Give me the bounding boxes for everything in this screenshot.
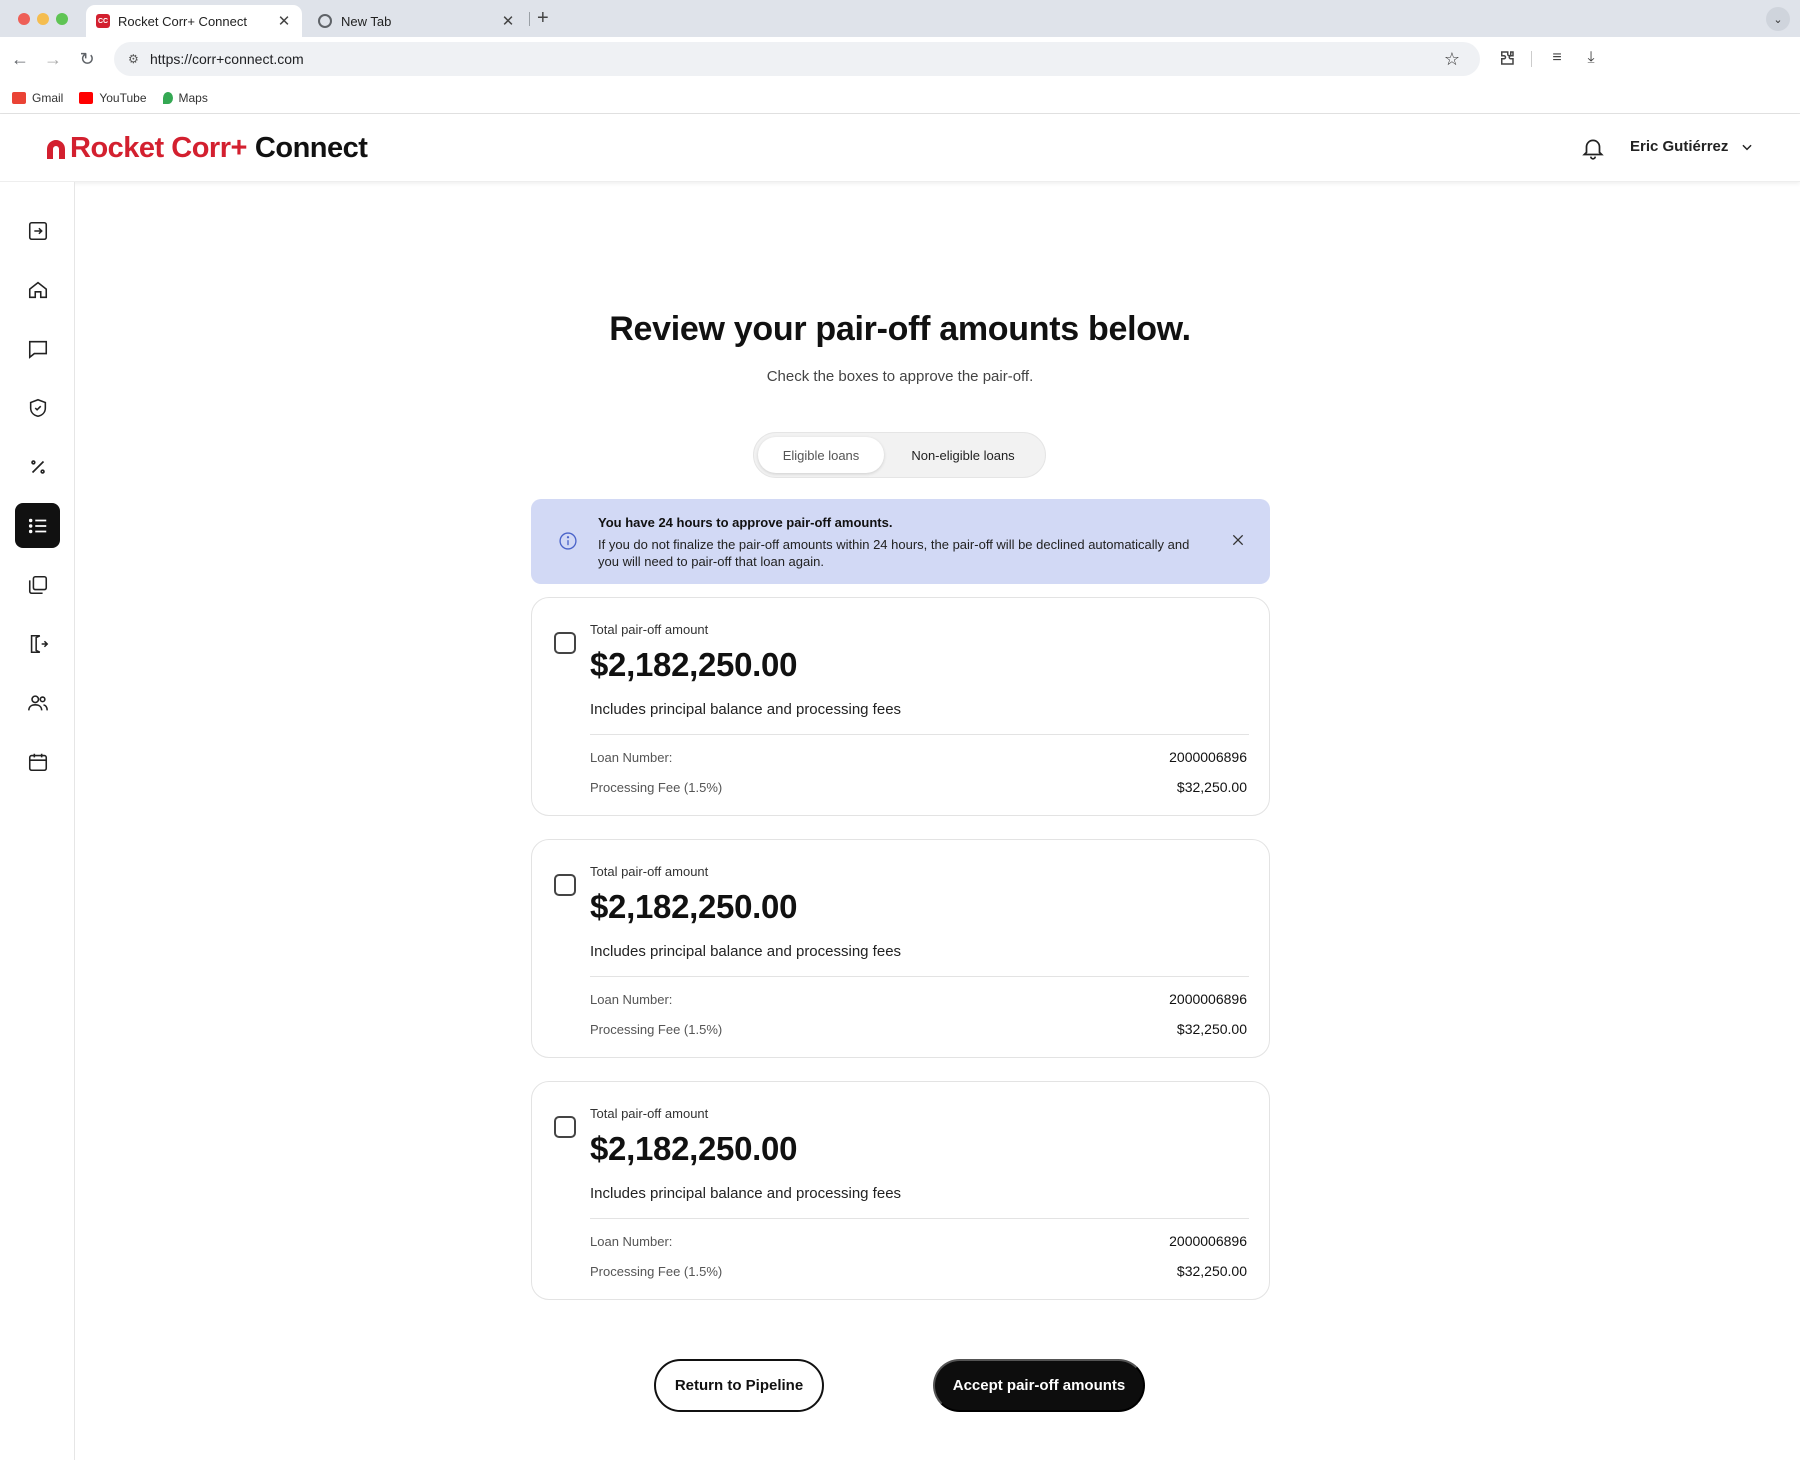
close-tab-icon[interactable]: ✕ bbox=[277, 13, 291, 30]
card-description: Includes principal balance and processing fees bbox=[590, 701, 902, 718]
info-banner bbox=[531, 499, 1270, 584]
bookmark-label: YouTube bbox=[99, 90, 147, 105]
page-subtitle: Check the boxes to approve the pair-off. bbox=[766, 368, 1034, 385]
close-tab-icon[interactable]: ✕ bbox=[501, 13, 515, 30]
logo-text-brand: Rocket Corr+ bbox=[70, 132, 247, 164]
processing-fee-value: $32,250.00 bbox=[1176, 1021, 1247, 1037]
divider bbox=[590, 734, 1249, 735]
banner-title: You have 24 hours to approve pair-off amounts. bbox=[598, 515, 893, 530]
return-to-pipeline-button[interactable]: Return to Pipeline bbox=[654, 1359, 824, 1412]
sidebar-item-rates[interactable] bbox=[15, 444, 60, 489]
card-label: Total pair-off amount bbox=[590, 622, 709, 637]
reload-icon[interactable]: ↻ bbox=[79, 48, 95, 69]
users-icon bbox=[27, 692, 49, 714]
message-icon bbox=[27, 338, 49, 360]
approve-checkbox[interactable] bbox=[554, 632, 576, 654]
youtube-icon bbox=[79, 92, 93, 104]
processing-fee-label: Processing Fee (1.5%) bbox=[590, 780, 723, 795]
address-bar[interactable] bbox=[114, 42, 1480, 76]
pair-off-card bbox=[531, 839, 1270, 1058]
loan-number-label: Loan Number: bbox=[590, 992, 673, 1007]
tab-eligible-loans[interactable]: Eligible loans bbox=[758, 437, 884, 473]
approve-checkbox[interactable] bbox=[554, 874, 576, 896]
extensions-icon[interactable] bbox=[1494, 45, 1520, 71]
banner-text: If you do not finalize the pair-off amounts within 24 hours, the pair-off will be declined automatically and you will need to pair-off that loan again. bbox=[598, 537, 1190, 569]
close-window-button[interactable] bbox=[18, 13, 30, 25]
divider bbox=[590, 976, 1249, 977]
bookmarks-bar bbox=[0, 82, 1800, 114]
sidebar-item-expand[interactable] bbox=[15, 208, 60, 253]
new-tab-button[interactable]: + bbox=[537, 7, 549, 29]
forward-icon[interactable]: → bbox=[44, 48, 62, 69]
tab-separator bbox=[529, 12, 530, 26]
tab-title: Rocket Corr+ Connect bbox=[118, 13, 247, 29]
processing-fee-label: Processing Fee (1.5%) bbox=[590, 1022, 723, 1037]
pair-off-amount: $2,182,250.00 bbox=[590, 888, 798, 925]
pair-off-card bbox=[531, 1081, 1270, 1300]
logo-text-product: Connect bbox=[254, 132, 368, 164]
tab-search-button[interactable]: ⌄ bbox=[1766, 7, 1790, 31]
bookmark-youtube[interactable] bbox=[79, 91, 146, 105]
bookmark-label: Maps bbox=[178, 90, 208, 105]
maximize-window-button[interactable] bbox=[56, 13, 68, 25]
loan-number-label: Loan Number: bbox=[590, 1234, 673, 1249]
logo[interactable] bbox=[44, 132, 367, 165]
app-header bbox=[0, 114, 1800, 182]
sidebar-item-pipeline[interactable] bbox=[15, 503, 60, 548]
home-icon bbox=[27, 279, 49, 301]
browser-tab-active[interactable] bbox=[86, 5, 302, 37]
sidebar-item-users[interactable] bbox=[15, 680, 60, 725]
processing-fee-label: Processing Fee (1.5%) bbox=[590, 1264, 723, 1279]
chrome-icon bbox=[318, 14, 332, 28]
loan-number-label: Loan Number: bbox=[590, 750, 673, 765]
bookmark-gmail[interactable] bbox=[12, 91, 63, 105]
processing-fee-value: $32,250.00 bbox=[1176, 779, 1247, 795]
site-settings-icon[interactable]: ⚙ bbox=[128, 52, 139, 66]
sidebar-item-home[interactable] bbox=[15, 267, 60, 312]
close-icon[interactable] bbox=[1230, 532, 1246, 548]
pair-off-amount: $2,182,250.00 bbox=[590, 1130, 798, 1167]
site-favicon-icon: CC bbox=[96, 14, 110, 28]
browser-toolbar bbox=[0, 37, 1800, 82]
loan-number-value: 2000006896 bbox=[1169, 749, 1247, 765]
gmail-icon bbox=[12, 92, 26, 104]
approve-checkbox[interactable] bbox=[554, 1116, 576, 1138]
media-control-icon[interactable]: ≡ bbox=[1552, 49, 1562, 66]
bell-icon[interactable] bbox=[1580, 134, 1606, 162]
chevron-down-icon bbox=[1740, 140, 1754, 154]
sidebar-item-exit[interactable] bbox=[15, 621, 60, 666]
sidebar-item-documents[interactable] bbox=[15, 562, 60, 607]
user-menu[interactable] bbox=[1630, 138, 1754, 155]
loan-number-value: 2000006896 bbox=[1169, 991, 1247, 1007]
card-description: Includes principal balance and processing fees bbox=[590, 1185, 902, 1202]
list-icon bbox=[27, 515, 49, 537]
toolbar-divider bbox=[1531, 51, 1532, 67]
documents-icon bbox=[27, 574, 49, 596]
back-icon[interactable]: ← bbox=[11, 48, 29, 69]
browser-tab-strip bbox=[0, 0, 1800, 37]
browser-tab-new[interactable] bbox=[308, 5, 526, 37]
sidebar-item-security[interactable] bbox=[15, 385, 60, 430]
card-label: Total pair-off amount bbox=[590, 864, 709, 879]
downloads-icon[interactable]: ⤓ bbox=[1587, 49, 1595, 66]
loan-eligibility-toggle bbox=[753, 432, 1046, 478]
bookmark-star-icon[interactable]: ☆ bbox=[1443, 49, 1460, 69]
pair-off-card bbox=[531, 597, 1270, 816]
page-title: Review your pair-off amounts below. bbox=[609, 310, 1191, 348]
tab-title: New Tab bbox=[341, 13, 392, 29]
rocket-logo-icon bbox=[44, 137, 68, 161]
maps-pin-icon bbox=[163, 92, 173, 104]
card-label: Total pair-off amount bbox=[590, 1106, 709, 1121]
expand-sidebar-icon bbox=[27, 220, 49, 242]
exit-door-icon bbox=[27, 633, 49, 655]
sidebar bbox=[0, 182, 75, 1460]
percent-icon bbox=[27, 456, 49, 478]
card-description: Includes principal balance and processing fees bbox=[590, 943, 902, 960]
url-text[interactable]: https://corr+connect.com bbox=[150, 51, 304, 67]
main-content bbox=[75, 182, 1800, 1460]
minimize-window-button[interactable] bbox=[37, 13, 49, 25]
loan-number-value: 2000006896 bbox=[1169, 1233, 1247, 1249]
processing-fee-value: $32,250.00 bbox=[1176, 1263, 1247, 1279]
sidebar-item-messages[interactable] bbox=[15, 326, 60, 371]
pair-off-amount: $2,182,250.00 bbox=[590, 646, 798, 683]
accept-pair-off-button[interactable]: Accept pair-off amounts bbox=[933, 1359, 1145, 1412]
shield-check-icon bbox=[27, 397, 49, 419]
info-icon bbox=[558, 531, 578, 551]
bookmark-label: Gmail bbox=[32, 90, 64, 105]
bookmark-maps[interactable] bbox=[163, 91, 208, 105]
calendar-icon bbox=[27, 751, 49, 773]
divider bbox=[590, 1218, 1249, 1219]
tab-non-eligible-loans[interactable]: Non-eligible loans bbox=[911, 447, 1015, 463]
sidebar-item-calendar[interactable] bbox=[15, 739, 60, 784]
user-name: Eric Gutiérrez bbox=[1630, 138, 1729, 155]
